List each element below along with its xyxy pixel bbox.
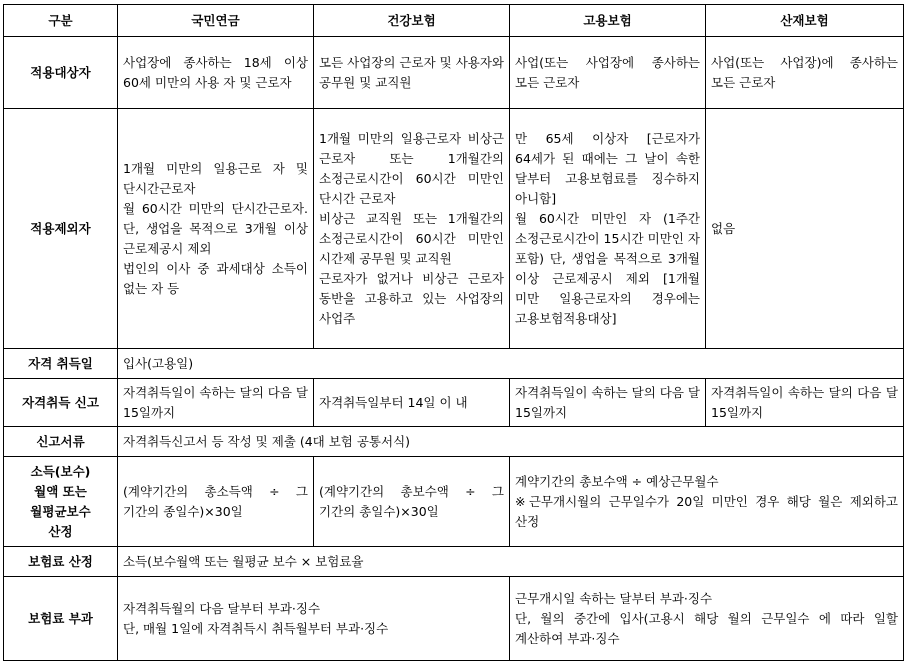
coverage-health: 모든 사업장의 근로자 및 사용자와 공무원 및 교직원 xyxy=(314,37,510,109)
insurance-comparison-table xyxy=(3,4,904,661)
row-label-acquisition-report: 자격취득 신고 xyxy=(4,379,118,427)
row-label-coverage: 적용대상자 xyxy=(4,37,118,109)
row-label-premium-calc: 보험료 산정 xyxy=(4,547,118,577)
income-calc-employment-accident: 계약기간의 총보수액 ÷ 예상근무월수 ※근무개시월의 근무일수가 20일 미만인 경우 해당 월은 제외하고 산정 xyxy=(510,457,904,547)
header-employment-insurance: 고용보험 xyxy=(510,5,706,37)
row-label-acquisition-date: 자격 취득일 xyxy=(4,349,118,379)
header-health-insurance: 건강보험 xyxy=(314,5,510,37)
row-label-income-calc: 소득(보수) 월액 또는 월평균보수 산정 xyxy=(4,457,118,547)
acquisition-date-value: 입사(고용일) xyxy=(118,349,904,379)
income-calc-health: (계약기간의 총보수액 ÷ 그 기간의 총일수)×30일 xyxy=(314,457,510,547)
row-acquisition-date xyxy=(4,349,904,379)
coverage-pension: 사업장에 종사하는 18세 이상 60세 미만의 사용 자 및 근로자 xyxy=(118,37,314,109)
acquisition-report-health: 자격취득일부터 14일 이 내 xyxy=(314,379,510,427)
header-category: 구분 xyxy=(4,5,118,37)
row-coverage xyxy=(4,37,904,109)
premium-calc-value: 소득(보수월액 또는 월평균 보수 × 보험료율 xyxy=(118,547,904,577)
row-documents xyxy=(4,427,904,457)
row-income-calc xyxy=(4,457,904,547)
acquisition-report-accident: 자격취득일이 속하는 달의 다음 달 15일까지 xyxy=(706,379,904,427)
coverage-accident: 사업(또는 사업장)에 종사하는 모든 근로자 xyxy=(706,37,904,109)
row-label-premium-levy: 보험료 부과 xyxy=(4,577,118,661)
documents-value: 자격취득신고서 등 작성 및 제출 (4대 보험 공통서식) xyxy=(118,427,904,457)
header-national-pension: 국민연금 xyxy=(118,5,314,37)
income-calc-pension: (계약기간의 총소득액 ÷ 그 기간의 종일수)×30일 xyxy=(118,457,314,547)
row-exclusion xyxy=(4,109,904,349)
exclusion-employment: 만 65세 이상자 [근로자가 64세가 된 때에는 그 날이 속한 달부터 고용보험료를 징수하지 아니함] 월 60시간 미만인 자 (1주간 소정근로시간이 15시간 미만인 자 포함) 단, 생업을 목적으로 3개월 이상 근로제공시 제외 [1개월 미만 일용근로자의 경우에는 고용보험적용대상] xyxy=(510,109,706,349)
premium-levy-employment-accident: 근무개시일 속하는 달부터 부과·징수 단, 월의 중간에 입사(고용시 해당 월의 근무일수 에 따라 일할 계산하여 부과·징수 xyxy=(510,577,904,661)
row-label-documents: 신고서류 xyxy=(4,427,118,457)
row-premium-levy xyxy=(4,577,904,661)
acquisition-report-employment: 자격취득일이 속하는 달의 다음 달 15일까지 xyxy=(510,379,706,427)
premium-levy-pension-health: 자격취득월의 다음 달부터 부과·징수 단, 매월 1일에 자격취득시 취득월부터 부과·징수 xyxy=(118,577,510,661)
acquisition-report-pension: 자격취득일이 속하는 달의 다음 달 15일까지 xyxy=(118,379,314,427)
header-accident-insurance: 산재보험 xyxy=(706,5,904,37)
exclusion-pension: 1개월 미만의 일용근로 자 및 단시간근로자 월 60시간 미만의 단시간근로자. 단, 생업을 목적으로 3개월 이상 근로제공시 제외 법인의 이사 중 과세대상 소득이 없는 자 등 xyxy=(118,109,314,349)
exclusion-accident: 없음 xyxy=(706,109,904,349)
exclusion-health: 1개월 미만의 일용근로자 비상근 근로자 또는 1개월간의 소정근로시간이 60시간 미만인 단시간 근로자 비상근 교직원 또는 1개월간의 소정근로시간이 60시간 미만인 시간제 공무원 및 교직원 근로자가 없거나 비상근 근로자 동반을 고용하고 있는 사업장의 사업주 xyxy=(314,109,510,349)
header-row xyxy=(4,5,904,37)
coverage-employment: 사업(또는 사업장에 종사하는 모든 근로자 xyxy=(510,37,706,109)
row-acquisition-report xyxy=(4,379,904,427)
row-label-exclusion: 적용제외자 xyxy=(4,109,118,349)
row-premium-calc xyxy=(4,547,904,577)
